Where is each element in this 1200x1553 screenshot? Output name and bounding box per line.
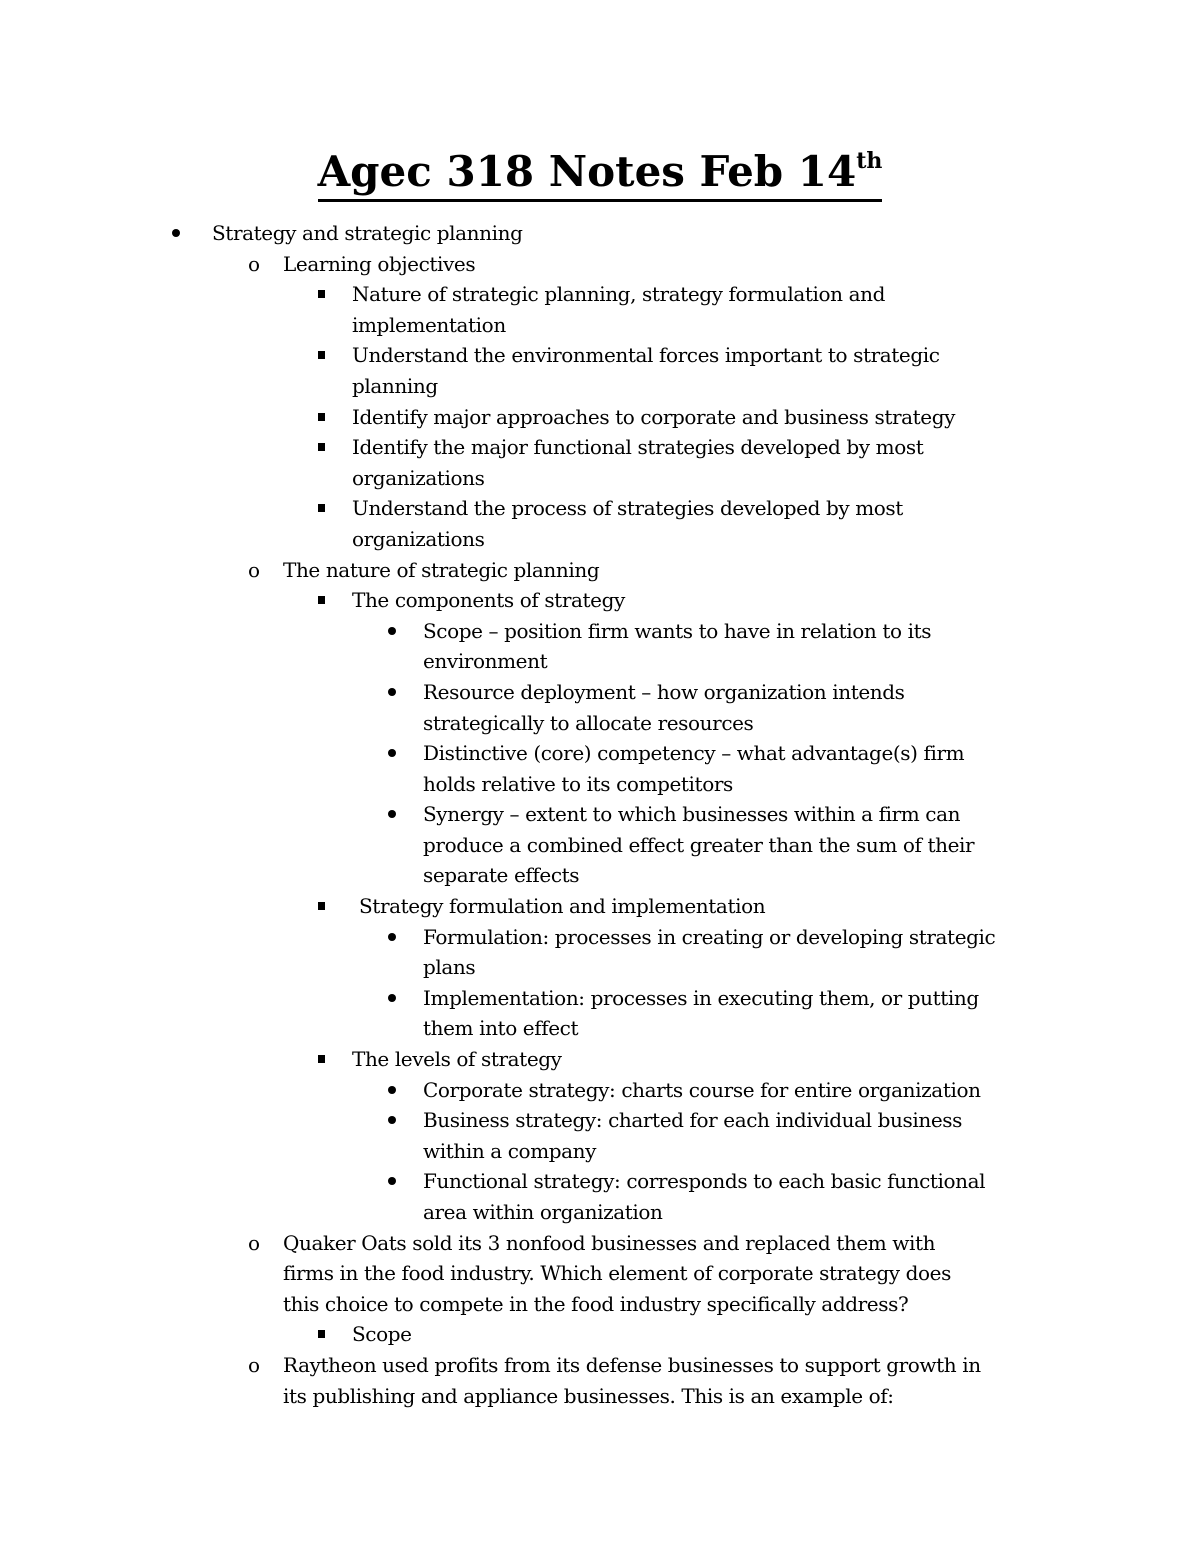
square-bullet-icon — [318, 493, 325, 524]
circle-bullet-icon: o — [248, 1230, 260, 1255]
outline-item-text: Scope – position firm wants to have in relation to its — [423, 618, 932, 643]
bullet-icon — [388, 616, 396, 647]
outline-item — [0, 738, 1200, 799]
outline-item-text: its publishing and appliance businesses. This is an example of: — [283, 1383, 894, 1408]
outline-item — [0, 616, 1200, 677]
outline-item-text: implementation — [352, 312, 506, 337]
outline-item-text: Learning objectives — [283, 251, 476, 276]
square-bullet-icon — [318, 402, 325, 433]
outline-item-text: environment — [423, 649, 548, 674]
outline-item-text: Identify the major functional strategies developed by most — [352, 435, 924, 460]
outline-item-text: Corporate strategy: charts course for entire organization — [423, 1077, 981, 1102]
circle-bullet-icon: o — [248, 557, 260, 582]
outline-item-text: Strategy formulation and implementation — [359, 894, 766, 919]
bullet-icon — [388, 1105, 396, 1136]
outline-item-text: organizations — [352, 465, 485, 490]
outline-item — [0, 677, 1200, 738]
outline-item-text: Functional strategy: corresponds to each basic functional — [423, 1169, 986, 1194]
bullet-icon — [172, 218, 180, 249]
square-bullet-icon — [318, 1044, 325, 1075]
outline-item — [0, 279, 1200, 340]
square-bullet-icon — [318, 279, 325, 310]
outline-item — [0, 922, 1200, 983]
outline-item — [0, 891, 1200, 922]
title-underlined — [318, 145, 883, 202]
square-bullet-icon — [318, 891, 325, 922]
outline-item — [0, 432, 1200, 493]
outline-item-text: area within organization — [423, 1200, 663, 1224]
outline-item-text: firms in the food industry. Which element of corporate strategy does — [283, 1261, 951, 1286]
outline-item-text: separate effects — [423, 863, 580, 888]
bullet-icon — [388, 1075, 396, 1106]
outline-item-text: Strategy and strategic planning — [212, 221, 523, 245]
bullet-icon — [388, 1166, 396, 1197]
bullet-icon — [388, 677, 396, 708]
outline-item — [0, 218, 1200, 249]
outline-item-text: Scope — [352, 1322, 412, 1347]
outline-item — [0, 1319, 1200, 1350]
outline-item-text: produce a combined effect greater than the sum of their — [423, 832, 975, 857]
outline-item — [0, 1228, 1200, 1320]
outline-item-text: Formulation: processes in creating or developing strategic — [423, 924, 996, 949]
outline-item — [0, 340, 1200, 401]
outline-item-text: Quaker Oats sold its 3 nonfood businesses and replaced them with — [283, 1230, 936, 1255]
outline-item-text: Distinctive (core) competency – what advantage(s) firm — [423, 741, 965, 766]
outline-item — [0, 1105, 1200, 1166]
outline-item — [0, 983, 1200, 1044]
bullet-icon — [388, 799, 396, 830]
outline-item-text: Understand the environmental forces important to strategic — [352, 343, 940, 368]
title-superscript: th — [856, 148, 883, 174]
outline-item — [0, 1044, 1200, 1075]
outline-item-text: planning — [352, 373, 438, 398]
square-bullet-icon — [318, 432, 325, 463]
notes-outline — [0, 218, 1200, 1411]
outline-item-text: organizations — [352, 526, 485, 551]
bullet-icon — [388, 983, 396, 1014]
outline-item-text: Implementation: processes in executing them, or putting — [423, 985, 979, 1010]
outline-item — [0, 402, 1200, 433]
page-title — [0, 142, 1200, 202]
outline-item-text: strategically to allocate resources — [423, 710, 754, 735]
square-bullet-icon — [318, 340, 325, 371]
outline-item — [0, 249, 1200, 280]
circle-bullet-icon: o — [248, 1352, 260, 1377]
outline-item-text: within a company — [423, 1138, 597, 1163]
outline-item — [0, 799, 1200, 891]
outline-item-text: this choice to compete in the food industry specifically address? — [283, 1291, 909, 1316]
outline-item-text: them into effect — [423, 1016, 579, 1041]
square-bullet-icon — [318, 585, 325, 616]
outline-item-text: Identify major approaches to corporate and business strategy — [352, 404, 956, 429]
title-text: Agec 318 Notes Feb 14 — [317, 147, 857, 196]
outline-item-text: plans — [423, 955, 476, 980]
outline-item — [0, 493, 1200, 554]
bullet-icon — [388, 738, 396, 769]
outline-item — [0, 585, 1200, 616]
bullet-icon — [388, 922, 396, 953]
outline-item — [0, 555, 1200, 586]
outline-item-text: Resource deployment – how organization intends — [423, 679, 905, 704]
outline-item — [0, 1350, 1200, 1411]
outline-item-text: The levels of strategy — [352, 1047, 562, 1072]
square-bullet-icon — [318, 1319, 325, 1350]
outline-item — [0, 1075, 1200, 1106]
outline-item-text: Understand the process of strategies developed by most — [352, 496, 903, 521]
outline-item-text: The components of strategy — [352, 588, 625, 613]
outline-item-text: Business strategy: charted for each individual business — [423, 1108, 962, 1133]
circle-bullet-icon: o — [248, 251, 260, 276]
outline-item — [0, 1166, 1200, 1227]
outline-item-text: holds relative to its competitors — [423, 771, 733, 796]
outline-item-text: Raytheon used profits from its defense businesses to support growth in — [283, 1352, 981, 1377]
outline-item-text: The nature of strategic planning — [283, 557, 600, 582]
outline-item-text: Synergy – extent to which businesses within a firm can — [423, 802, 961, 827]
outline-item-text: Nature of strategic planning, strategy formulation and — [352, 282, 885, 307]
